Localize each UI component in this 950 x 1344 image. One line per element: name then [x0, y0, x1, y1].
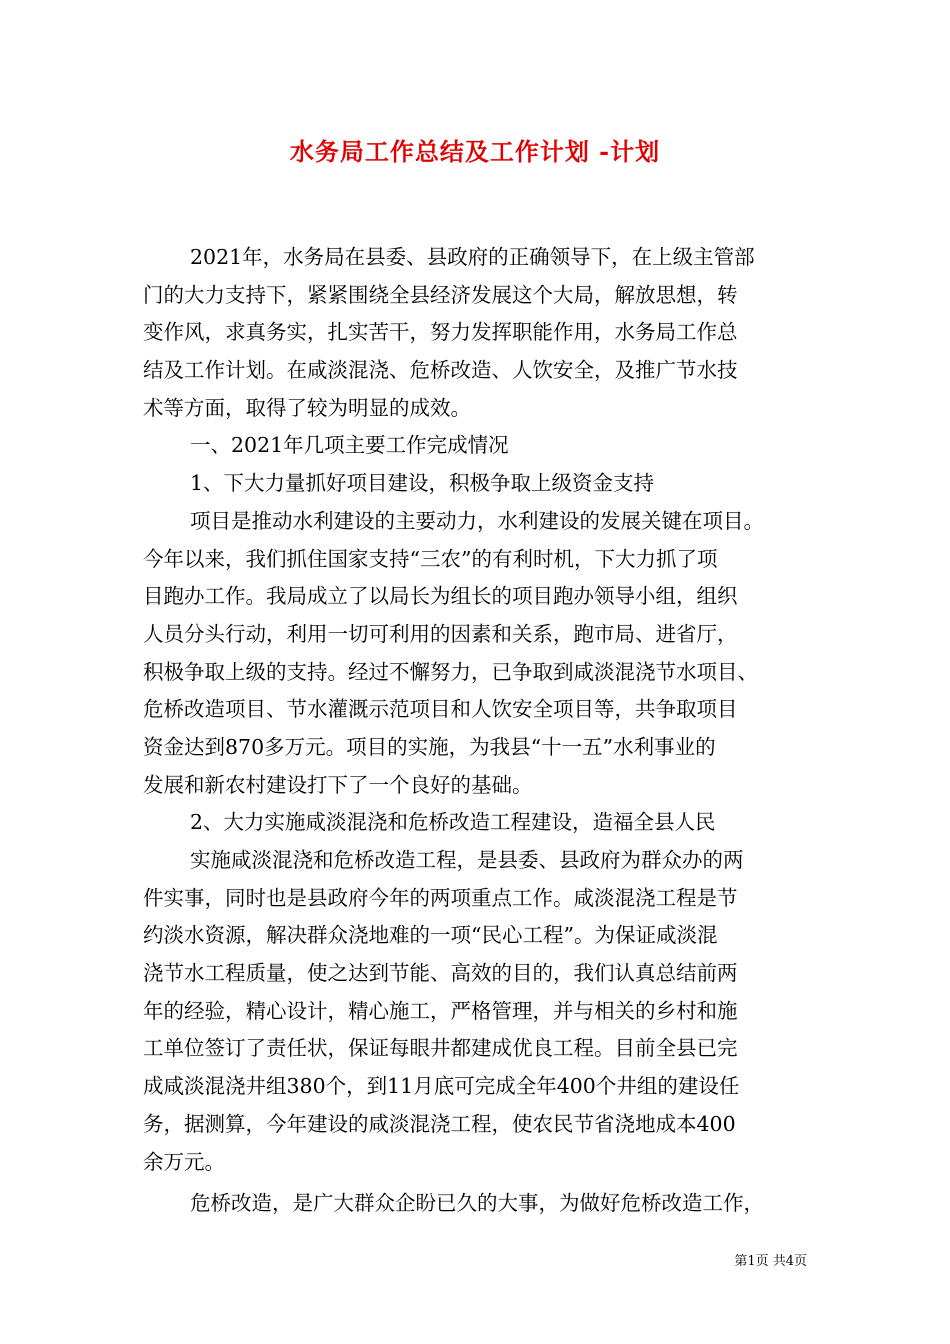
text-line: 年的经验，精心设计，精心施工，严格管理，并与相关的乡村和施 [143, 998, 738, 1023]
subsection-heading: 1、下大力量抓好项目建设，积极争取上级资金支持 [190, 471, 655, 496]
text-line: 余万元。 [143, 1149, 225, 1174]
text-line: 件实事，同时也是县政府今年的两项重点工作。咸淡混浇工程是节 [143, 885, 738, 910]
text-line: 2021年，水务局在县委、县政府的正确领导下，在上级主管部 [190, 245, 755, 269]
page-number: 第1页 共4页 [734, 1254, 807, 1269]
text-line: 积极争取上级的支持。经过不懈努力，已争取到咸淡混浇节水项目、 [143, 659, 758, 684]
text-line: 实施咸淡混浇和危桥改造工程，是县委、县政府为群众办的两 [190, 848, 744, 872]
page-title: 水务局工作总结及工作计划 -计划 [289, 137, 661, 166]
subsection-heading: 2、大力实施咸淡混浇和危桥改造工程建设，造福全县人民 [190, 810, 716, 835]
text-line: 项目是推动水利建设的主要动力，水利建设的发展关键在项目。 [190, 508, 764, 533]
text-line: 人员分头行动，利用一切可利用的因素和关系，跑市局、进省厅， [143, 621, 738, 646]
text-line: 务，据测算，今年建设的咸淡混浇工程，使农民节省浇地成本400 [143, 1111, 736, 1136]
text-line: 目跑办工作。我局成立了以局长为组长的项目跑办领导小组，组织 [143, 584, 738, 609]
text-line: 门的大力支持下，紧紧围绕全县经济发展这个大局，解放思想，转 [143, 282, 738, 307]
text-line: 成咸淡混浇井组380个，到11月底可完成全年400个井组的建设任 [143, 1074, 740, 1099]
text-line: 资金达到870多万元。项目的实施，为我县“十一五”水利事业的 [143, 734, 716, 759]
text-line: 浇节水工程质量，使之达到节能、高效的目的，我们认真总结前两 [143, 961, 738, 986]
text-line: 工单位签订了责任状，保证每眼井都建成优良工程。目前全县已完 [143, 1036, 738, 1061]
section-heading: 一、2021年几项主要工作完成情况 [190, 433, 509, 458]
text-line: 今年以来，我们抓住国家支持“三农”的有利时机，下大力抓了项 [143, 546, 718, 571]
text-line: 发展和新农村建设打下了一个良好的基础。 [143, 772, 533, 797]
text-line: 危桥改造，是广大群众企盼已久的大事，为做好危桥改造工作， [190, 1191, 764, 1216]
text-line: 结及工作计划。在咸淡混浇、危桥改造、人饮安全，及推广节水技 [143, 358, 738, 383]
text-line: 术等方面，取得了较为明显的成效。 [143, 395, 471, 420]
text-line: 约淡水资源，解决群众浇地难的一项“民心工程”。为保证咸淡混 [143, 923, 718, 948]
document-body [143, 239, 813, 1223]
text-line: 变作风，求真务实，扎实苦干，努力发挥职能作用，水务局工作总 [143, 320, 738, 345]
text-line: 危桥改造项目、节水灌溉示范项目和人饮安全项目等，共争取项目 [143, 697, 738, 722]
